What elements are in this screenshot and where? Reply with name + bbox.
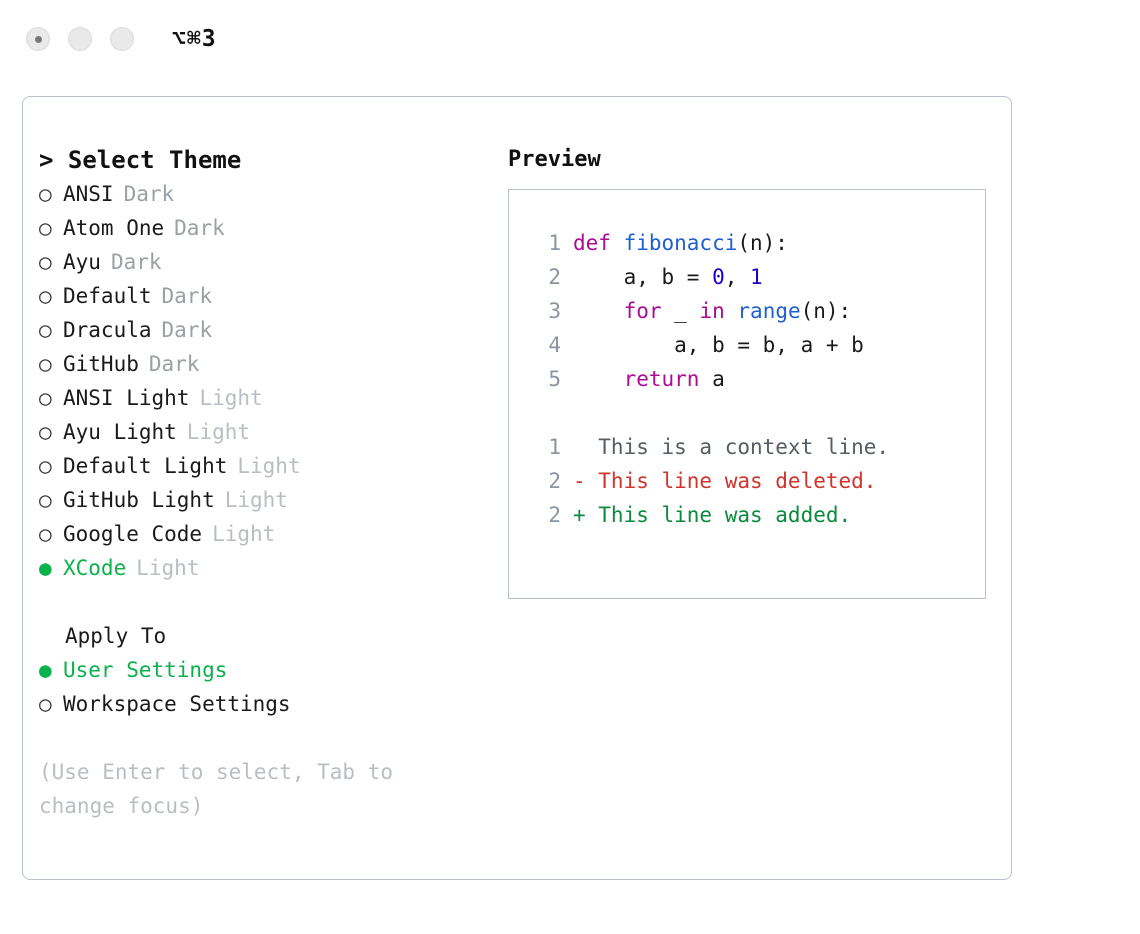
code-token: a, b = b, a + b bbox=[573, 333, 864, 357]
theme-name: XCode bbox=[63, 556, 127, 580]
code-line-number: 1 bbox=[548, 231, 561, 255]
theme-name: Ayu bbox=[63, 250, 101, 274]
theme-variant-label: Light bbox=[199, 386, 263, 410]
theme-list-item[interactable] bbox=[39, 245, 488, 279]
theme-list-item[interactable] bbox=[39, 483, 488, 517]
window-close-button[interactable] bbox=[26, 27, 50, 51]
code-line bbox=[527, 226, 985, 260]
theme-variant-label: Dark bbox=[123, 182, 175, 206]
code-token: a bbox=[699, 367, 725, 391]
code-line bbox=[527, 362, 985, 396]
code-token: in bbox=[699, 299, 725, 323]
theme-list-item[interactable] bbox=[39, 415, 488, 449]
keyboard-shortcut-label: ⌥⌘3 bbox=[172, 26, 217, 52]
diff-line-number: 1 bbox=[548, 435, 561, 459]
theme-list-item[interactable] bbox=[39, 449, 488, 483]
theme-list-item[interactable] bbox=[39, 551, 488, 585]
theme-list-item[interactable] bbox=[39, 517, 488, 551]
code-line-content bbox=[573, 294, 851, 328]
preview-box bbox=[508, 189, 986, 599]
radio-unselected-icon: ○ bbox=[39, 182, 52, 206]
radio-unselected-icon: ○ bbox=[39, 420, 52, 444]
radio-unselected-icon: ○ bbox=[39, 522, 52, 546]
radio-unselected-icon: ○ bbox=[39, 250, 52, 274]
apply-to-options[interactable] bbox=[39, 653, 488, 721]
main-panel bbox=[22, 96, 1012, 880]
code-line-number: 4 bbox=[548, 333, 561, 357]
code-token: def bbox=[573, 231, 624, 255]
theme-variant-label: Dark bbox=[161, 284, 213, 308]
code-token: , bbox=[724, 265, 751, 289]
apply-to-label: Workspace Settings bbox=[63, 692, 291, 716]
code-line-content bbox=[573, 260, 763, 294]
theme-name: ANSI Light bbox=[63, 386, 190, 410]
apply-to-heading: Apply To bbox=[65, 624, 167, 648]
code-line-number: 5 bbox=[548, 367, 561, 391]
radio-selected-icon: ● bbox=[39, 556, 52, 580]
radio-unselected-icon: ○ bbox=[39, 352, 52, 376]
code-token: return bbox=[623, 367, 700, 391]
code-line bbox=[527, 294, 985, 328]
diff-line-number: 2 bbox=[548, 503, 561, 527]
code-line-number: 3 bbox=[548, 299, 561, 323]
theme-name: Ayu Light bbox=[63, 420, 177, 444]
apply-to-option[interactable] bbox=[39, 653, 488, 687]
theme-variant-label: Dark bbox=[148, 352, 200, 376]
code-token: for bbox=[623, 299, 662, 323]
radio-unselected-icon: ○ bbox=[39, 216, 52, 240]
theme-name: Google Code bbox=[63, 522, 203, 546]
diff-preview bbox=[527, 430, 985, 532]
diff-line bbox=[527, 464, 985, 498]
theme-list[interactable] bbox=[39, 177, 488, 585]
code-line-content bbox=[573, 362, 725, 396]
window-maximize-button[interactable] bbox=[110, 27, 134, 51]
preview-spacer bbox=[527, 396, 985, 430]
diff-line-number: 2 bbox=[548, 469, 561, 493]
preview-column bbox=[488, 143, 1011, 879]
code-token: _ bbox=[661, 299, 700, 323]
radio-unselected-icon: ○ bbox=[39, 692, 52, 716]
theme-list-item[interactable] bbox=[39, 177, 488, 211]
window-titlebar bbox=[0, 0, 1140, 78]
theme-name: Atom One bbox=[63, 216, 165, 240]
diff-line-content: This is a context line. bbox=[573, 435, 890, 459]
theme-name: GitHub bbox=[63, 352, 139, 376]
diff-line bbox=[527, 430, 985, 464]
code-token: 0 bbox=[712, 265, 725, 289]
theme-list-item[interactable] bbox=[39, 279, 488, 313]
code-token: fibonacci bbox=[623, 231, 738, 255]
code-line bbox=[527, 260, 985, 294]
theme-list-item[interactable] bbox=[39, 347, 488, 381]
theme-name: Default bbox=[63, 284, 152, 308]
code-token bbox=[573, 367, 624, 391]
diff-line bbox=[527, 498, 985, 532]
theme-name: GitHub Light bbox=[63, 488, 215, 512]
theme-variant-label: Light bbox=[186, 420, 251, 444]
theme-selection-column bbox=[23, 143, 488, 879]
code-line-content bbox=[573, 328, 864, 362]
radio-unselected-icon: ○ bbox=[39, 284, 52, 308]
select-theme-heading: > Select Theme bbox=[39, 146, 242, 174]
code-token: (n): bbox=[800, 299, 852, 323]
theme-variant-label: Dark bbox=[161, 318, 213, 342]
theme-name: ANSI bbox=[63, 182, 114, 206]
theme-variant-label: Light bbox=[136, 556, 200, 580]
theme-variant-label: Dark bbox=[174, 216, 225, 240]
diff-line-content: - This line was deleted. bbox=[573, 469, 877, 493]
radio-unselected-icon: ○ bbox=[39, 386, 52, 410]
theme-list-item[interactable] bbox=[39, 381, 488, 415]
code-token: (n): bbox=[737, 231, 788, 255]
radio-unselected-icon: ○ bbox=[39, 488, 52, 512]
window-minimize-button[interactable] bbox=[68, 27, 92, 51]
apply-to-option[interactable] bbox=[39, 687, 488, 721]
radio-unselected-icon: ○ bbox=[39, 318, 52, 342]
code-token bbox=[725, 299, 738, 323]
theme-variant-label: Light bbox=[212, 522, 276, 546]
radio-selected-icon: ● bbox=[39, 658, 52, 682]
theme-variant-label: Light bbox=[224, 488, 288, 512]
theme-list-item[interactable] bbox=[39, 313, 488, 347]
code-token: range bbox=[737, 299, 801, 323]
apply-to-label: User Settings bbox=[63, 658, 228, 682]
code-line bbox=[527, 328, 985, 362]
code-line-content bbox=[573, 226, 788, 260]
code-token: 1 bbox=[750, 265, 763, 289]
radio-unselected-icon: ○ bbox=[39, 454, 52, 478]
theme-name: Dracula bbox=[63, 318, 152, 342]
theme-name: Default Light bbox=[63, 454, 228, 478]
theme-list-item[interactable] bbox=[39, 211, 488, 245]
code-token bbox=[573, 299, 624, 323]
preview-heading: Preview bbox=[508, 147, 601, 172]
code-token: a, b = bbox=[573, 265, 713, 289]
theme-variant-label: Light bbox=[237, 454, 301, 478]
code-line-number: 2 bbox=[548, 265, 561, 289]
theme-variant-label: Dark bbox=[110, 250, 162, 274]
keyboard-hint-text: (Use Enter to select, Tab to change focus) bbox=[39, 760, 394, 818]
diff-line-content: + This line was added. bbox=[573, 503, 852, 527]
code-preview bbox=[527, 226, 985, 396]
